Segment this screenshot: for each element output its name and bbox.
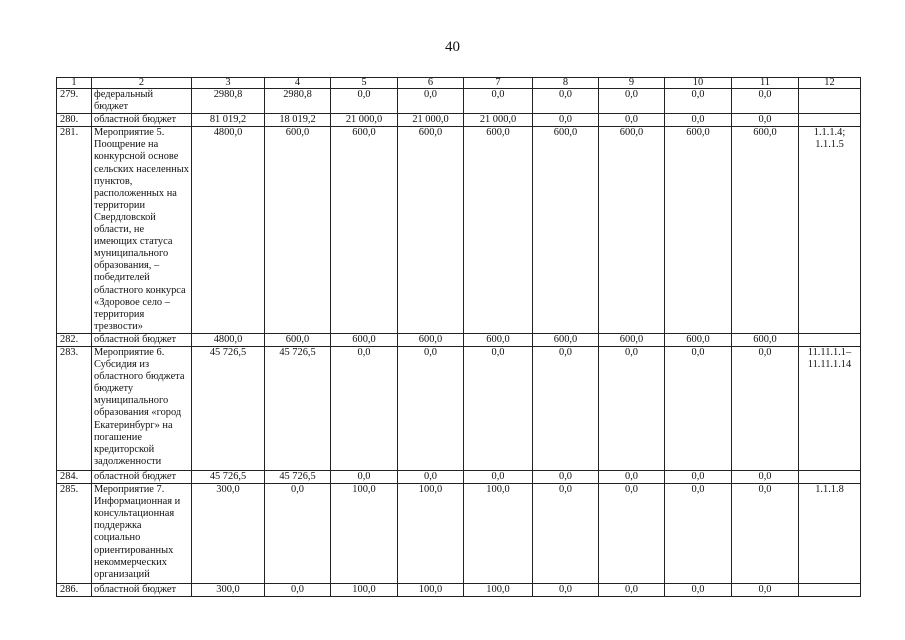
value-cell: 300,0 <box>192 584 265 597</box>
target-indicator-ref: 1.1.1.4; 1.1.1.5 <box>799 127 861 334</box>
value-cell: 0,0 <box>732 114 799 127</box>
table-row <box>57 333 861 346</box>
value-cell: 0,0 <box>732 584 799 597</box>
target-indicator-ref <box>799 114 861 127</box>
value-cell: 100,0 <box>398 484 464 584</box>
column-header: 4 <box>265 78 331 89</box>
value-cell: 600,0 <box>331 127 398 334</box>
row-number: 280. <box>57 114 92 127</box>
value-cell: 0,0 <box>665 89 732 114</box>
value-cell: 0,0 <box>331 470 398 483</box>
value-cell: 600,0 <box>464 127 533 334</box>
table-row <box>57 470 861 483</box>
value-cell: 0,0 <box>732 470 799 483</box>
column-header: 3 <box>192 78 265 89</box>
value-cell: 600,0 <box>665 333 732 346</box>
column-header: 11 <box>732 78 799 89</box>
value-cell: 21 000,0 <box>398 114 464 127</box>
value-cell: 0,0 <box>398 89 464 114</box>
value-cell: 0,0 <box>464 470 533 483</box>
row-number: 284. <box>57 470 92 483</box>
target-indicator-ref: 1.1.1.8 <box>799 484 861 584</box>
table-row <box>57 127 861 334</box>
page-number: 40 <box>445 39 460 55</box>
value-cell: 600,0 <box>732 333 799 346</box>
row-number: 279. <box>57 89 92 114</box>
table-row <box>57 114 861 127</box>
value-cell: 0,0 <box>533 346 599 470</box>
table-row <box>57 484 861 584</box>
column-header: 6 <box>398 78 464 89</box>
value-cell: 45 726,5 <box>265 470 331 483</box>
column-header: 7 <box>464 78 533 89</box>
column-header: 12 <box>799 78 861 89</box>
value-cell: 18 019,2 <box>265 114 331 127</box>
value-cell: 300,0 <box>192 484 265 584</box>
value-cell: 600,0 <box>464 333 533 346</box>
target-indicator-ref <box>799 584 861 597</box>
row-number: 286. <box>57 584 92 597</box>
value-cell: 4800,0 <box>192 333 265 346</box>
value-cell: 0,0 <box>398 346 464 470</box>
value-cell: 600,0 <box>599 127 665 334</box>
value-cell: 0,0 <box>398 470 464 483</box>
value-cell: 45 726,5 <box>192 470 265 483</box>
value-cell: 0,0 <box>533 484 599 584</box>
value-cell: 45 726,5 <box>192 346 265 470</box>
value-cell: 600,0 <box>265 127 331 334</box>
column-header: 9 <box>599 78 665 89</box>
row-name: областной бюджет <box>92 470 192 483</box>
value-cell: 600,0 <box>732 127 799 334</box>
value-cell: 600,0 <box>398 333 464 346</box>
target-indicator-ref <box>799 89 861 114</box>
column-header: 5 <box>331 78 398 89</box>
row-name: областной бюджет <box>92 333 192 346</box>
value-cell: 0,0 <box>732 484 799 584</box>
value-cell: 600,0 <box>331 333 398 346</box>
column-header: 2 <box>92 78 192 89</box>
value-cell: 0,0 <box>265 484 331 584</box>
row-name: федеральный бюджет <box>92 89 192 114</box>
value-cell: 0,0 <box>533 114 599 127</box>
row-name: Мероприятие 6. Субсидия из областного бюджета бюджету муниципального образования «город Екатеринбург» на погашение кредиторской задолженности <box>92 346 192 470</box>
row-number: 285. <box>57 484 92 584</box>
value-cell: 600,0 <box>533 127 599 334</box>
column-header: 8 <box>533 78 599 89</box>
value-cell: 600,0 <box>533 333 599 346</box>
row-name: областной бюджет <box>92 584 192 597</box>
table-row <box>57 584 861 597</box>
row-number: 283. <box>57 346 92 470</box>
value-cell: 45 726,5 <box>265 346 331 470</box>
value-cell: 4800,0 <box>192 127 265 334</box>
value-cell: 0,0 <box>599 89 665 114</box>
value-cell: 0,0 <box>665 470 732 483</box>
table-row <box>57 346 861 470</box>
value-cell: 2980,8 <box>265 89 331 114</box>
value-cell: 0,0 <box>599 346 665 470</box>
value-cell: 21 000,0 <box>464 114 533 127</box>
value-cell: 0,0 <box>331 346 398 470</box>
value-cell: 0,0 <box>599 584 665 597</box>
value-cell: 0,0 <box>464 89 533 114</box>
value-cell: 0,0 <box>599 484 665 584</box>
value-cell: 81 019,2 <box>192 114 265 127</box>
row-name: Мероприятие 5. Поощрение на конкурсной основе сельских населенных пунктов, расположенных на территории Свердловской области, не имеющих статуса муниципального образования, – победителей областного конкурса «Здоровое село – территория трезвости» <box>92 127 192 334</box>
row-name: областной бюджет <box>92 114 192 127</box>
value-cell: 0,0 <box>533 89 599 114</box>
value-cell: 0,0 <box>599 114 665 127</box>
value-cell: 0,0 <box>732 89 799 114</box>
value-cell: 0,0 <box>331 89 398 114</box>
value-cell: 0,0 <box>732 346 799 470</box>
value-cell: 2980,8 <box>192 89 265 114</box>
value-cell: 0,0 <box>464 346 533 470</box>
row-name: Мероприятие 7. Информационная и консультационная поддержка социально ориентированных некоммерческих организаций <box>92 484 192 584</box>
row-number: 282. <box>57 333 92 346</box>
row-number: 281. <box>57 127 92 334</box>
value-cell: 0,0 <box>533 584 599 597</box>
value-cell: 600,0 <box>599 333 665 346</box>
value-cell: 100,0 <box>464 584 533 597</box>
value-cell: 600,0 <box>398 127 464 334</box>
budget-table <box>56 77 861 597</box>
value-cell: 100,0 <box>331 584 398 597</box>
column-header: 10 <box>665 78 732 89</box>
value-cell: 0,0 <box>665 114 732 127</box>
column-header: 1 <box>57 78 92 89</box>
value-cell: 100,0 <box>398 584 464 597</box>
value-cell: 0,0 <box>265 584 331 597</box>
value-cell: 600,0 <box>265 333 331 346</box>
value-cell: 100,0 <box>331 484 398 584</box>
table-row <box>57 89 861 114</box>
value-cell: 0,0 <box>665 484 732 584</box>
value-cell: 100,0 <box>464 484 533 584</box>
column-number-row <box>57 78 861 89</box>
value-cell: 21 000,0 <box>331 114 398 127</box>
value-cell: 0,0 <box>599 470 665 483</box>
value-cell: 0,0 <box>665 584 732 597</box>
value-cell: 600,0 <box>665 127 732 334</box>
target-indicator-ref <box>799 333 861 346</box>
target-indicator-ref: 11.11.1.1–11.11.1.14 <box>799 346 861 470</box>
value-cell: 0,0 <box>533 470 599 483</box>
target-indicator-ref <box>799 470 861 483</box>
value-cell: 0,0 <box>665 346 732 470</box>
table-body <box>57 78 861 597</box>
